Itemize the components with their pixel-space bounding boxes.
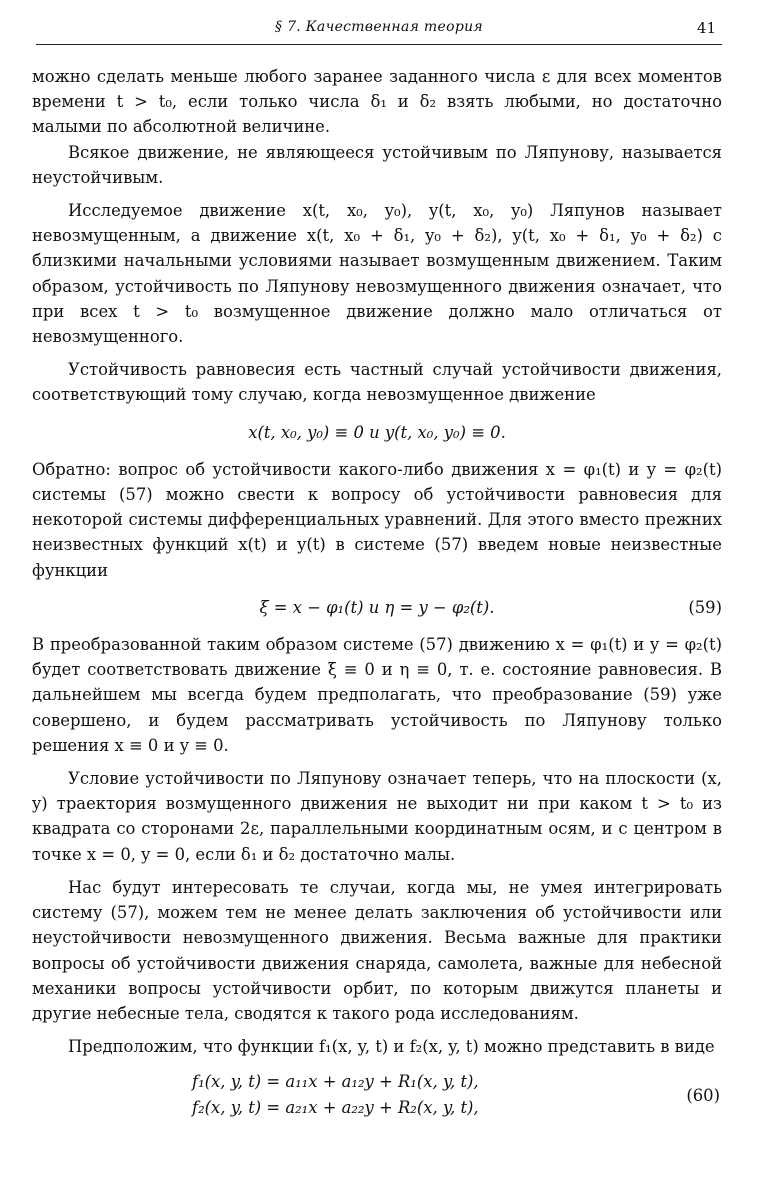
equation-60-line-1: f₁(x, y, t) = a₁₁x + a₁₂y + R₁(x, y, t), [192, 1072, 479, 1092]
equation-59 [32, 595, 722, 620]
equation-60-line-2: f₂(x, y, t) = a₂₁x + a₂₂y + R₂(x, y, t), [192, 1098, 479, 1118]
paragraph-8: Нас будут интересовать те случаи, когда мы, не умея интегрировать систему (57), можем тем не менее делать заключения об устойчивости или неустойчивости невозмущенного движения. Весьма важные для практики вопросы об устойчивости движения снаряда, самолета, важные для небесной механики вопросы устойчивости орбит, по которым движутся планеты и другие небесные тела, сводятся к такого рода исследованиям. [32, 877, 722, 1023]
equation-60 [32, 1069, 722, 1121]
equation-59-body: ξ = x − φ₁(t) и η = y − φ₂(t). [259, 597, 495, 617]
paragraph-4: Устойчивость равновесия есть частный случай устойчивости движения, соответствующий тому случаю, когда невозмущенное движение [32, 360, 722, 405]
body-text [32, 64, 722, 1121]
paragraph-2: Всякое движение, не являющееся устойчивым по Ляпунову, называется неустойчивым. [32, 142, 722, 187]
page-number: 41 [696, 19, 716, 37]
paragraph-7: Условие устойчивости по Ляпунову означает теперь, что на плоскости (x, y) траектория возмущенного движения не выходит ни при каком t > t₀ из квадрата со сторонами 2ε, параллельными координатным осям, и с центром в точке x = 0, y = 0, если δ₁ и δ₂ достаточно малы. [32, 769, 722, 864]
section-title: § 7. Качественная теория [275, 19, 483, 35]
equation-equilibrium: x(t, x₀, y₀) ≡ 0 и y(t, x₀, y₀) ≡ 0. [248, 422, 506, 442]
paragraph-9: Предположим, что функции f₁(x, y, t) и f₂(x, y, t) можно представить в виде [68, 1037, 715, 1057]
running-header [36, 12, 722, 45]
paragraph-6: В преобразованной таким образом системе (57) движению x = φ₁(t) и y = φ₂(t) будет соответствовать движение ξ ≡ 0 и η ≡ 0, т. е. состояние равновесия. В дальнейшем мы всегда будем предполагать, что преобразование (59) уже совершено, и будем рассматривать устойчивость по Ляпунову только решения x ≡ 0 и y ≡ 0. [32, 635, 722, 755]
equation-60-number: (60) [686, 1086, 720, 1106]
paragraph-5: Обратно: вопрос об устойчивости какого-либо движения x = φ₁(t) и y = φ₂(t) системы (57) можно свести к вопросу об устойчивости равновесия для некоторой системы дифференциальных уравнений. Для этого вместо прежних неизвестных функций x(t) и y(t) в системе (57) введем новые неизвестные функции [32, 459, 722, 580]
equation-59-number: (59) [688, 597, 722, 617]
paragraph-1: можно сделать меньше любого заранее заданного числа ε для всех моментов времени t > t₀, если только числа δ₁ и δ₂ взять любыми, но достаточно малыми по абсолютной величине. [32, 67, 722, 137]
paragraph-3: Исследуемое движение x(t, x₀, y₀), y(t, x₀, y₀) Ляпунов называет невозмущенным, а движение x(t, x₀ + δ₁, y₀ + δ₂), y(t, x₀ + δ₁, y₀ + δ₂) с близкими начальными условиями называет возмущенным движением. Таким образом, устойчивость по Ляпунову невозмущенного движения означает, что при всех t > t₀ возмущенное движение должно мало отличаться от невозмущенного. [32, 201, 722, 347]
